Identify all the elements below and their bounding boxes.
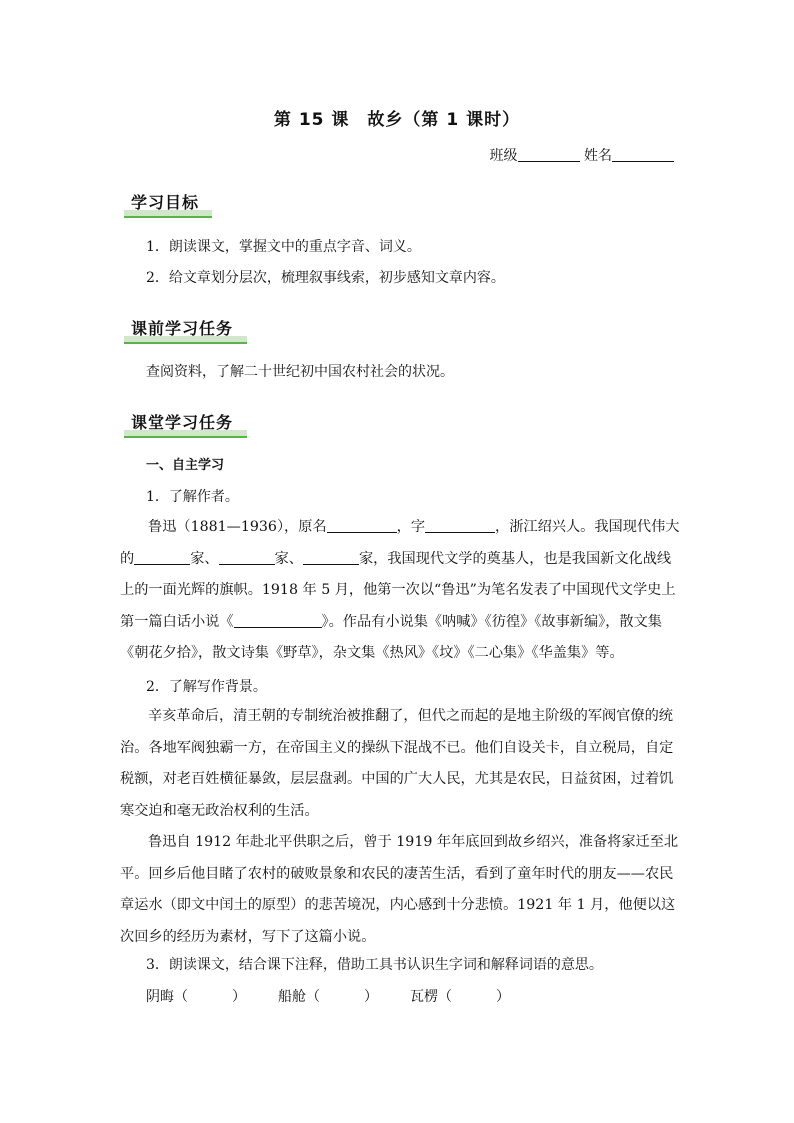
vocab-blank-yinhui[interactable] xyxy=(188,989,232,1003)
vocab-blank-waleng[interactable] xyxy=(452,989,496,1003)
goal-item-1: 1．朗读课文，掌握文中的重点字音、词义。 xyxy=(146,239,421,255)
background-paragraph-1 xyxy=(120,701,680,827)
vocab-word-chuancang: 船舱（ xyxy=(278,989,320,1005)
subsection-heading: 一、自主学习 xyxy=(146,458,225,473)
background-text-1: 辛亥革命后，清王朝的专制统治被推翻了，但代之而起的是地主阶级的军阀官僚的统治。各地军阀独霸一方，在帝国主义的操纵下混战不已。他们自设关卡，自立税局，自定税额，对老百姓横征暴敛，层层盘剥。中国的广大人民，尤其是农民，日益贫困，过着饥寒交迫和毫无政治权利的生活。 xyxy=(120,708,674,819)
section-label: 课前学习任务 xyxy=(131,319,234,338)
section-label: 学习目标 xyxy=(131,193,200,212)
vocab-close-paren: ） xyxy=(496,989,510,1005)
class-name-line xyxy=(490,145,674,165)
pre-task-text: 查阅资料，了解二十世纪初中国农村社会的状况。 xyxy=(146,364,454,380)
background-paragraph-2 xyxy=(120,827,680,953)
name-label: 姓名 xyxy=(584,148,612,164)
fill-blank-role-3[interactable] xyxy=(303,550,359,565)
name-blank[interactable] xyxy=(612,147,674,162)
fill-blank-first-novel[interactable] xyxy=(234,613,322,628)
question-2: 2．了解写作背景。 xyxy=(146,679,267,695)
author-text: ，浙江绍兴人。我国现代伟大的 xyxy=(120,519,680,567)
section-heading-class xyxy=(124,412,247,438)
author-text: 》。作品有小说集《呐喊》《彷徨》《故事新编》，散文集《朝花夕拾》，散文诗集《野草》，杂文集《热风》《坟》《二心集》《华盖集》等。 xyxy=(120,613,662,661)
vocab-close-paren: ） xyxy=(232,989,246,1005)
author-text: 鲁迅（1881—1936），原名 xyxy=(148,519,327,535)
question-1: 1．了解作者。 xyxy=(146,489,239,505)
vocab-blank-chuancang[interactable] xyxy=(320,989,364,1003)
author-text: 家，我国现代文学的奠基人，也是我国新文化战线上的一面光辉的旗帜。1918 年 5 月，他第一次以“鲁迅”为笔名发表了中国现代文学史上第一篇白话小说《 xyxy=(120,550,676,630)
class-blank[interactable] xyxy=(518,147,580,162)
fill-blank-role-1[interactable] xyxy=(134,550,190,565)
author-text: 家、 xyxy=(190,550,219,567)
fill-blank-role-2[interactable] xyxy=(219,550,275,565)
vocab-word-yinhui: 阴晦（ xyxy=(146,989,188,1005)
vocab-word-waleng: 瓦楞（ xyxy=(410,989,452,1005)
author-text: 家、 xyxy=(274,550,303,567)
question-3: 3．朗读课文，结合课下注释，借助工具书认识生字词和解释词语的意思。 xyxy=(146,957,603,973)
fill-blank-original-name[interactable] xyxy=(327,518,397,533)
background-text-2: 鲁迅自 1912 年赴北平供职之后，曾于 1919 年年底回到故乡绍兴，准备将家迁至北平。回乡后他目睹了农村的破败景象和农民的凄苦生活，看到了童年时代的朋友——农民章运水（即文中闰土的原型）的悲苦境况，内心感到十分悲愤。1921 年 1 月，他便以这次回乡的经历为素材，写下了这篇小说。 xyxy=(120,834,679,945)
author-paragraph xyxy=(120,512,680,670)
section-heading-goals xyxy=(124,192,212,218)
vocab-close-paren: ） xyxy=(364,989,378,1005)
fill-blank-courtesy-name[interactable] xyxy=(425,518,495,533)
section-heading-pre xyxy=(124,318,247,344)
section-label: 课堂学习任务 xyxy=(131,413,234,432)
author-text: ，字 xyxy=(396,519,426,535)
vocab-row xyxy=(146,986,510,1006)
page-title: 第 15 课 故乡（第 1 课时） xyxy=(273,110,521,130)
goal-item-2: 2．给文章划分层次，梳理叙事线索，初步感知文章内容。 xyxy=(146,270,505,286)
class-label: 班级 xyxy=(489,148,518,164)
